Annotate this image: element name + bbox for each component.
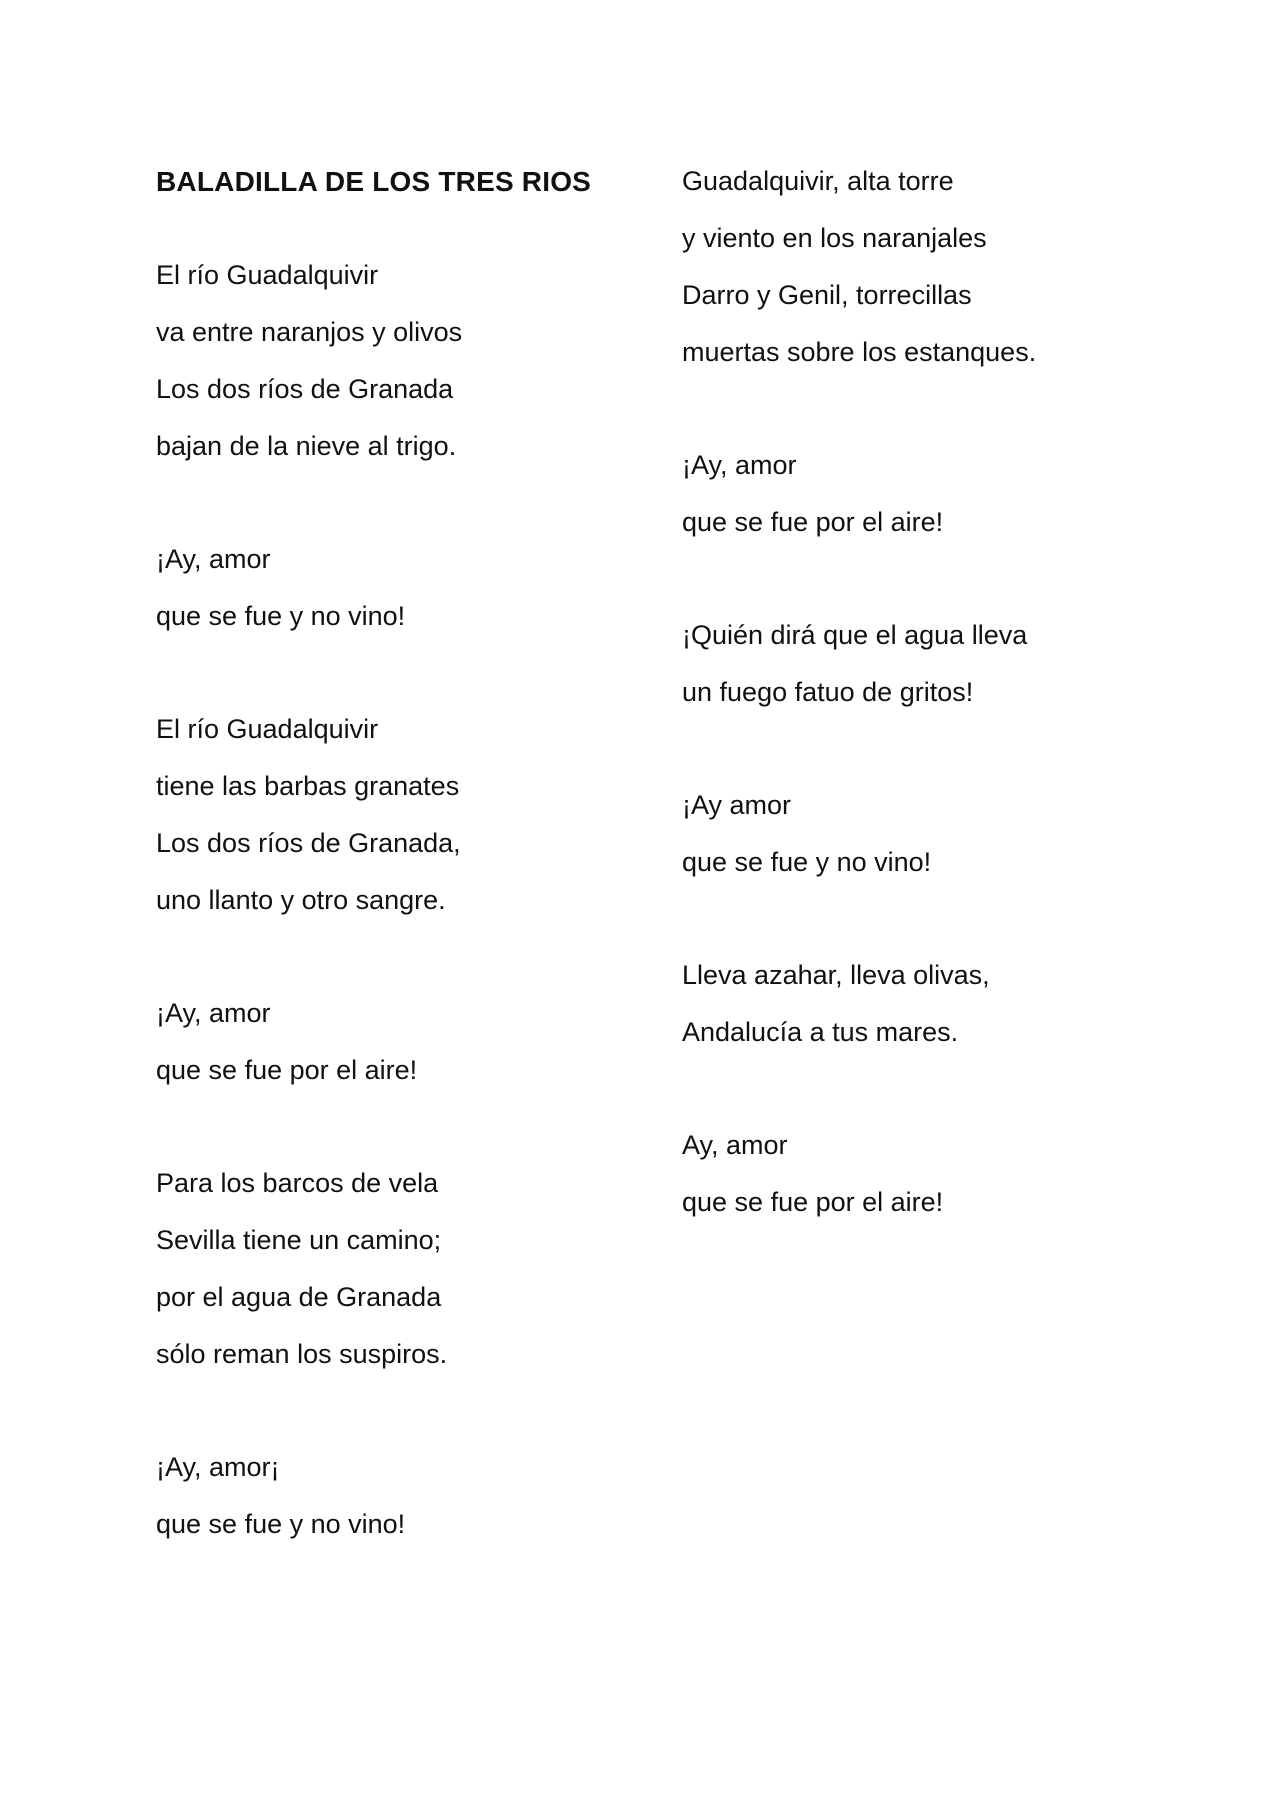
poem-line: Ay, amor	[682, 1130, 788, 1160]
poem-line: Los dos ríos de Granada,	[156, 828, 461, 858]
poem-line: por el agua de Granada	[156, 1282, 442, 1312]
poem-line: Andalucía a tus mares.	[682, 1017, 959, 1047]
poem-line: ¡Ay, amor¡	[156, 1452, 280, 1482]
poem-line: ¡Ay, amor	[156, 544, 271, 574]
stanza	[682, 437, 1202, 551]
stanza	[156, 985, 656, 1099]
poem-line: sólo reman los suspiros.	[156, 1339, 448, 1369]
poem-line: ¡Ay, amor	[156, 998, 271, 1028]
poem-line: muertas sobre los estanques.	[682, 337, 1037, 367]
poem-line: Guadalquivir, alta torre	[682, 166, 954, 196]
stanza	[682, 607, 1202, 721]
stanza	[156, 531, 656, 645]
left-column	[156, 153, 656, 1609]
stanza	[682, 947, 1202, 1061]
poem-line: un fuego fatuo de gritos!	[682, 677, 974, 707]
poem-line: que se fue por el aire!	[156, 1055, 418, 1085]
poem-line: que se fue y no vino!	[156, 601, 406, 631]
poem-title: BALADILLA DE LOS TRES RIOS	[156, 166, 592, 197]
stanza	[682, 153, 1202, 381]
poem-line: ¡Ay, amor	[682, 450, 797, 480]
poem-line: Lleva azahar, lleva olivas,	[682, 960, 990, 990]
poem-line: ¡Ay amor	[682, 790, 792, 820]
poem-line: Los dos ríos de Granada	[156, 374, 454, 404]
stanza	[682, 777, 1202, 891]
stanza	[156, 247, 656, 475]
poem-line: ¡Quién dirá que el agua lleva	[682, 620, 1028, 650]
stanza	[156, 1439, 656, 1553]
poem-line: Para los barcos de vela	[156, 1168, 439, 1198]
poem-line: El río Guadalquivir	[156, 260, 379, 290]
poem-line: va entre naranjos y olivos	[156, 317, 463, 347]
right-column	[682, 153, 1202, 1287]
poem-line: uno llanto y otro sangre.	[156, 885, 446, 915]
stanza	[682, 1117, 1202, 1231]
poem-line: que se fue y no vino!	[682, 847, 932, 877]
poem-line: y viento en los naranjales	[682, 223, 987, 253]
poem-line: que se fue por el aire!	[682, 1187, 944, 1217]
stanza	[156, 1155, 656, 1383]
poem-line: Darro y Genil, torrecillas	[682, 280, 972, 310]
poem-line: bajan de la nieve al trigo.	[156, 431, 457, 461]
stanza	[156, 701, 656, 929]
poem-line: que se fue por el aire!	[682, 507, 944, 537]
poem-line: El río Guadalquivir	[156, 714, 379, 744]
poem-line: que se fue y no vino!	[156, 1509, 406, 1539]
poem-line: tiene las barbas granates	[156, 771, 460, 801]
poem-line: Sevilla tiene un camino;	[156, 1225, 442, 1255]
